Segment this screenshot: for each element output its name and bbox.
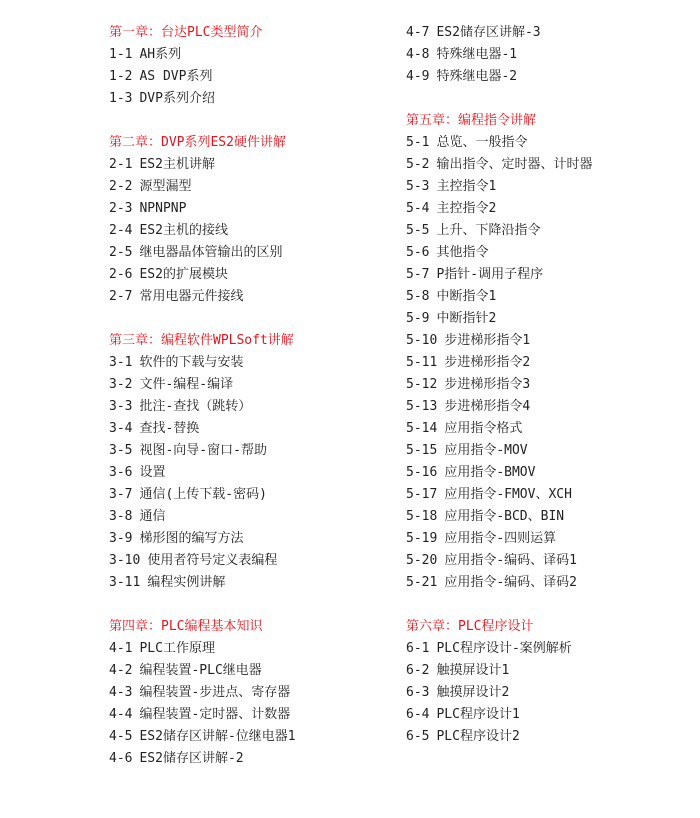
lesson-number: 6-2 xyxy=(406,663,430,678)
lesson-number: 5-21 xyxy=(406,575,438,590)
lesson-title: 文件-编程-编译 xyxy=(139,377,234,392)
chapter-title: 第一章：台达PLC类型简介 xyxy=(109,25,263,40)
lesson-title: ES2储存区讲解-3 xyxy=(436,25,541,40)
lesson-title: 步进梯形指令2 xyxy=(444,355,531,370)
lesson-item xyxy=(109,506,389,528)
lesson-number: 3-6 xyxy=(109,465,133,480)
lesson-title: 常用电器元件接线 xyxy=(139,289,244,304)
lesson-item xyxy=(406,704,696,726)
lesson-title: ES2储存区讲解-位继电器1 xyxy=(139,729,296,744)
chapter-title: 第五章：编程指令讲解 xyxy=(406,113,537,128)
lesson-item xyxy=(406,374,696,396)
lesson-title: 应用指令-MOV xyxy=(444,443,528,458)
lesson-item xyxy=(406,440,696,462)
lesson-title: 应用指令-FMOV、XCH xyxy=(444,487,572,502)
lesson-title: 中断指令1 xyxy=(436,289,497,304)
lesson-item xyxy=(406,132,696,154)
lesson-title: 主控指令1 xyxy=(436,179,497,194)
lesson-item xyxy=(109,198,389,220)
lesson-title: 通信(上传下载-密码) xyxy=(139,487,267,502)
lesson-title: 软件的下载与安装 xyxy=(139,355,244,370)
chapter-title: 第三章：编程软件WPLSoft讲解 xyxy=(109,333,294,348)
lesson-number: 2-5 xyxy=(109,245,133,260)
lesson-number: 5-6 xyxy=(406,245,430,260)
lesson-item xyxy=(406,154,696,176)
lesson-title: PLC程序设计2 xyxy=(436,729,520,744)
lesson-title: ES2主机讲解 xyxy=(139,157,215,172)
lesson-title: ES2的扩展模块 xyxy=(139,267,228,282)
lesson-item xyxy=(406,286,696,308)
lesson-item xyxy=(406,682,696,704)
lesson-number: 5-18 xyxy=(406,509,438,524)
lesson-title: 继电器晶体管输出的区别 xyxy=(139,245,283,260)
lesson-number: 3-10 xyxy=(109,553,141,568)
lesson-item xyxy=(109,176,389,198)
lesson-number: 5-7 xyxy=(406,267,430,282)
lesson-number: 4-6 xyxy=(109,751,133,766)
chapter-section xyxy=(109,22,389,110)
lesson-number: 5-5 xyxy=(406,223,430,238)
lesson-item xyxy=(109,66,389,88)
lesson-title: 输出指令、定时器、计时器 xyxy=(436,157,593,172)
lesson-item xyxy=(406,44,696,66)
lesson-title: 特殊继电器-2 xyxy=(436,69,518,84)
lesson-number: 4-1 xyxy=(109,641,133,656)
lesson-number: 1-2 xyxy=(109,69,133,84)
lesson-number: 5-20 xyxy=(406,553,438,568)
lesson-item xyxy=(109,440,389,462)
lesson-item xyxy=(109,682,389,704)
lesson-title: 步进梯形指令3 xyxy=(444,377,531,392)
lesson-title: PLC程序设计1 xyxy=(436,707,520,722)
lesson-number: 4-8 xyxy=(406,47,430,62)
lesson-title: 应用指令格式 xyxy=(444,421,523,436)
lesson-item xyxy=(406,330,696,352)
lesson-number: 5-16 xyxy=(406,465,438,480)
lesson-number: 5-11 xyxy=(406,355,438,370)
lesson-item xyxy=(109,704,389,726)
lesson-item xyxy=(406,264,696,286)
lesson-title: 编程实例讲解 xyxy=(147,575,226,590)
lesson-item xyxy=(109,220,389,242)
lesson-title: NPNPNP xyxy=(139,201,187,216)
lesson-number: 5-13 xyxy=(406,399,438,414)
lesson-number: 3-7 xyxy=(109,487,133,502)
lesson-item xyxy=(406,242,696,264)
lesson-title: 设置 xyxy=(139,465,166,480)
lesson-item xyxy=(406,66,696,88)
lesson-number: 2-3 xyxy=(109,201,133,216)
lesson-number: 2-6 xyxy=(109,267,133,282)
chapter-section xyxy=(406,110,696,594)
lesson-title: 使用者符号定义表编程 xyxy=(147,553,278,568)
lesson-item xyxy=(109,462,389,484)
lesson-item xyxy=(109,264,389,286)
lesson-title: 应用指令-四则运算 xyxy=(444,531,557,546)
lesson-item xyxy=(109,660,389,682)
lesson-title: 其他指令 xyxy=(436,245,489,260)
lesson-number: 5-19 xyxy=(406,531,438,546)
lesson-item xyxy=(406,638,696,660)
chapter-section xyxy=(109,616,389,770)
lesson-number: 3-3 xyxy=(109,399,133,414)
lesson-item xyxy=(406,198,696,220)
lesson-number: 5-12 xyxy=(406,377,438,392)
lesson-title: 应用指令-编码、译码2 xyxy=(444,575,577,590)
lesson-number: 6-1 xyxy=(406,641,430,656)
lesson-item xyxy=(406,484,696,506)
chapter-section xyxy=(109,132,389,308)
lesson-title: DVP系列介绍 xyxy=(139,91,215,106)
lesson-title: 编程装置-步进点、寄存器 xyxy=(139,685,291,700)
right-column xyxy=(406,22,696,748)
lesson-title: 应用指令-BCD、BIN xyxy=(444,509,565,524)
lesson-title: 中断指针2 xyxy=(436,311,497,326)
lesson-number: 3-9 xyxy=(109,531,133,546)
lesson-title: 触摸屏设计2 xyxy=(436,685,510,700)
lesson-number: 5-1 xyxy=(406,135,430,150)
lesson-number: 3-5 xyxy=(109,443,133,458)
lesson-item xyxy=(406,352,696,374)
lesson-item xyxy=(109,352,389,374)
lesson-item xyxy=(406,396,696,418)
lesson-title: 应用指令-BMOV xyxy=(444,465,536,480)
lesson-title: 编程装置-定时器、计数器 xyxy=(139,707,291,722)
lesson-item xyxy=(109,286,389,308)
lesson-item xyxy=(406,176,696,198)
lesson-item xyxy=(406,660,696,682)
lesson-title: 查找-替换 xyxy=(139,421,200,436)
lesson-number: 5-17 xyxy=(406,487,438,502)
lesson-item xyxy=(109,748,389,770)
lesson-number: 4-2 xyxy=(109,663,133,678)
lesson-number: 1-1 xyxy=(109,47,133,62)
lesson-item xyxy=(406,308,696,330)
chapter-continuation xyxy=(406,22,696,88)
lesson-item xyxy=(109,550,389,572)
lesson-title: 源型漏型 xyxy=(139,179,192,194)
lesson-number: 6-5 xyxy=(406,729,430,744)
lesson-number: 3-4 xyxy=(109,421,133,436)
lesson-number: 5-9 xyxy=(406,311,430,326)
lesson-item xyxy=(406,220,696,242)
lesson-title: 应用指令-编码、译码1 xyxy=(444,553,577,568)
lesson-number: 3-2 xyxy=(109,377,133,392)
lesson-number: 4-9 xyxy=(406,69,430,84)
lesson-title: 上升、下降沿指令 xyxy=(436,223,541,238)
lesson-title: AS DVP系列 xyxy=(139,69,213,84)
chapter-title: 第二章：DVP系列ES2硬件讲解 xyxy=(109,135,286,150)
lesson-item xyxy=(109,154,389,176)
lesson-number: 3-11 xyxy=(109,575,141,590)
lesson-item xyxy=(109,418,389,440)
lesson-number: 4-5 xyxy=(109,729,133,744)
lesson-title: ES2储存区讲解-2 xyxy=(139,751,244,766)
lesson-title: PLC工作原理 xyxy=(139,641,215,656)
lesson-number: 1-3 xyxy=(109,91,133,106)
lesson-title: PLC程序设计-案例解析 xyxy=(436,641,572,656)
lesson-number: 5-14 xyxy=(406,421,438,436)
lesson-title: 总览、一般指令 xyxy=(436,135,528,150)
lesson-number: 3-1 xyxy=(109,355,133,370)
chapter-section xyxy=(109,330,389,594)
lesson-number: 2-7 xyxy=(109,289,133,304)
lesson-number: 6-4 xyxy=(406,707,430,722)
lesson-number: 2-1 xyxy=(109,157,133,172)
lesson-number: 4-4 xyxy=(109,707,133,722)
lesson-title: 触摸屏设计1 xyxy=(436,663,510,678)
lesson-title: 梯形图的编写方法 xyxy=(139,531,244,546)
chapter-section xyxy=(406,616,696,748)
lesson-item xyxy=(109,374,389,396)
lesson-number: 5-3 xyxy=(406,179,430,194)
lesson-title: 步进梯形指令4 xyxy=(444,399,531,414)
lesson-number: 4-7 xyxy=(406,25,430,40)
lesson-item xyxy=(406,550,696,572)
lesson-item xyxy=(109,528,389,550)
lesson-title: P指针-调用子程序 xyxy=(436,267,544,282)
lesson-item xyxy=(406,462,696,484)
lesson-item xyxy=(406,506,696,528)
lesson-title: AH系列 xyxy=(139,47,182,62)
lesson-number: 5-8 xyxy=(406,289,430,304)
lesson-title: ES2主机的接线 xyxy=(139,223,228,238)
lesson-item xyxy=(109,638,389,660)
lesson-title: 特殊继电器-1 xyxy=(436,47,518,62)
lesson-number: 3-8 xyxy=(109,509,133,524)
lesson-item xyxy=(109,572,389,594)
lesson-title: 步进梯形指令1 xyxy=(444,333,531,348)
chapter-title: 第四章：PLC编程基本知识 xyxy=(109,619,263,634)
lesson-item xyxy=(406,528,696,550)
lesson-item xyxy=(406,418,696,440)
lesson-item xyxy=(406,22,696,44)
lesson-item xyxy=(109,726,389,748)
lesson-item xyxy=(109,88,389,110)
lesson-title: 编程装置-PLC继电器 xyxy=(139,663,262,678)
lesson-item xyxy=(406,726,696,748)
lesson-item xyxy=(109,396,389,418)
lesson-number: 5-2 xyxy=(406,157,430,172)
lesson-title: 视图-向导-窗口-帮助 xyxy=(139,443,267,458)
lesson-number: 2-2 xyxy=(109,179,133,194)
lesson-item xyxy=(406,572,696,594)
lesson-item xyxy=(109,44,389,66)
lesson-title: 通信 xyxy=(139,509,166,524)
lesson-number: 6-3 xyxy=(406,685,430,700)
lesson-item xyxy=(109,484,389,506)
lesson-number: 5-4 xyxy=(406,201,430,216)
lesson-title: 批注-查找（跳转） xyxy=(139,399,252,414)
lesson-item xyxy=(109,242,389,264)
chapter-title: 第六章：PLC程序设计 xyxy=(406,619,534,634)
lesson-number: 5-15 xyxy=(406,443,438,458)
lesson-number: 2-4 xyxy=(109,223,133,238)
lesson-number: 4-3 xyxy=(109,685,133,700)
left-column xyxy=(109,22,389,770)
lesson-title: 主控指令2 xyxy=(436,201,497,216)
lesson-number: 5-10 xyxy=(406,333,438,348)
